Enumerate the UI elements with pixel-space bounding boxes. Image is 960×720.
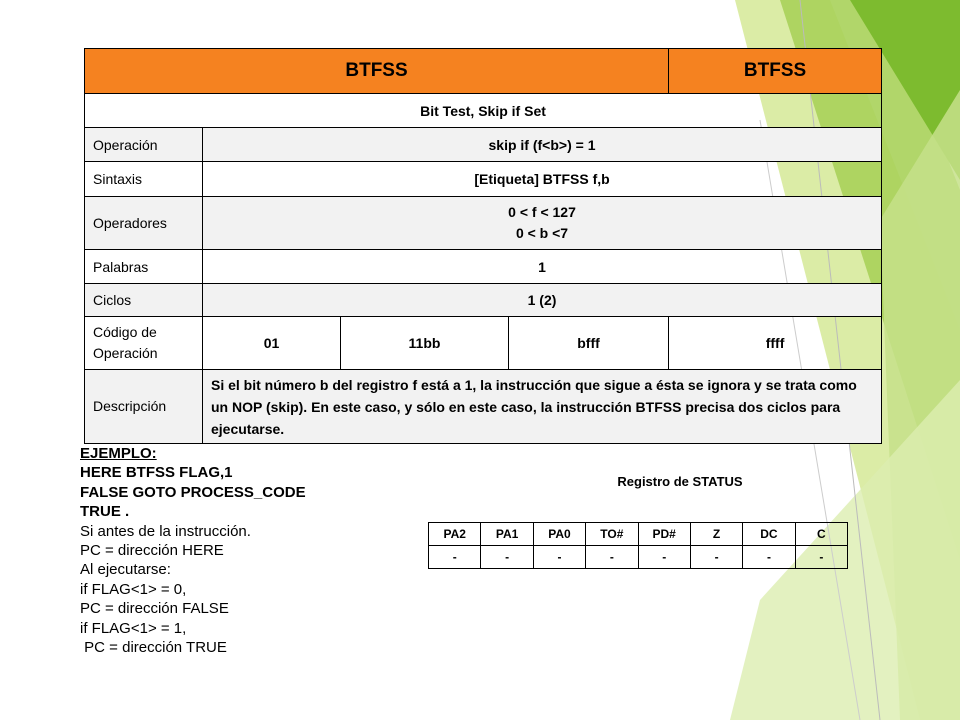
header-left: BTFSS (85, 49, 669, 94)
status-bit-name: TO# (586, 523, 638, 546)
label-palabras: Palabras (85, 250, 203, 284)
value-palabras: 1 (203, 250, 882, 284)
example-heading: EJEMPLO: (80, 445, 157, 462)
example-line: PC = dirección TRUE (80, 639, 227, 657)
value-descripcion: Si el bit número b del registro f está a 1, la instrucción que sigue a ésta se ignora y se trata como un NOP (skip). En este caso, y sólo en este caso, la instrucción BTFSS precisa dos ciclos para ejecutarse. (203, 370, 882, 444)
operador-b-range: 0 < b <7 (515, 225, 569, 241)
value-operadores (203, 197, 882, 250)
instruction-title: Bit Test, Skip if Set (85, 94, 882, 128)
value-sintaxis: [Etiqueta] BTFSS f,b (203, 162, 882, 197)
label-operadores: Operadores (85, 197, 203, 250)
label-operacion: Operación (85, 128, 203, 162)
example-block (80, 444, 410, 657)
label-sintaxis: Sintaxis (85, 162, 203, 197)
status-bit-name: PA2 (429, 523, 481, 546)
row-operacion (85, 128, 882, 162)
status-bit-value: - (586, 546, 638, 569)
status-bit-value: - (533, 546, 585, 569)
status-bit-name: C (795, 523, 847, 546)
status-bit-values-row (429, 546, 848, 569)
label-codigo: Código de Operación (85, 317, 203, 370)
example-line: Al ejecutarse: (80, 561, 171, 579)
status-bit-value: - (743, 546, 795, 569)
example-line: PC = dirección HERE (80, 542, 224, 560)
example-code-line: FALSE GOTO PROCESS_CODE (80, 483, 306, 501)
status-bit-name: PD# (638, 523, 690, 546)
example-line: PC = dirección FALSE (80, 600, 229, 618)
row-palabras (85, 250, 882, 284)
status-bit-value: - (795, 546, 847, 569)
header-row (85, 49, 882, 94)
status-bit-name: PA1 (481, 523, 533, 546)
value-operacion: skip if (f<b>) = 1 (203, 128, 882, 162)
status-bit-value: - (429, 546, 481, 569)
example-code-line: TRUE . (80, 503, 130, 521)
label-ciclos: Ciclos (85, 284, 203, 317)
opcode-part-1: 01 (203, 317, 341, 370)
row-descripcion (85, 370, 882, 444)
status-bit-value: - (638, 546, 690, 569)
status-bit-names-row (429, 523, 848, 546)
row-codigo (85, 317, 882, 370)
example-line: Si antes de la instrucción. (80, 522, 251, 540)
status-bit-value: - (690, 546, 742, 569)
btfss-instruction-table (84, 48, 882, 444)
row-sintaxis (85, 162, 882, 197)
status-register-title: Registro de STATUS (617, 474, 743, 489)
example-code-line: HERE BTFSS FLAG,1 (80, 464, 233, 482)
title-row (85, 94, 882, 128)
example-line: if FLAG<1> = 1, (80, 619, 187, 637)
example-line: if FLAG<1> = 0, (80, 580, 187, 598)
status-bit-value: - (481, 546, 533, 569)
header-right: BTFSS (669, 49, 882, 94)
status-register-table (428, 522, 848, 569)
opcode-part-4: ffff (669, 317, 882, 370)
row-operadores (85, 197, 882, 250)
row-ciclos (85, 284, 882, 317)
status-bit-name: Z (690, 523, 742, 546)
operador-f-range: 0 < f < 127 (508, 204, 576, 220)
label-descripcion: Descripción (85, 370, 203, 444)
status-bit-name: PA0 (533, 523, 585, 546)
opcode-part-2: 11bb (341, 317, 509, 370)
value-ciclos: 1 (2) (203, 284, 882, 317)
opcode-part-3: bfff (509, 317, 669, 370)
status-bit-name: DC (743, 523, 795, 546)
